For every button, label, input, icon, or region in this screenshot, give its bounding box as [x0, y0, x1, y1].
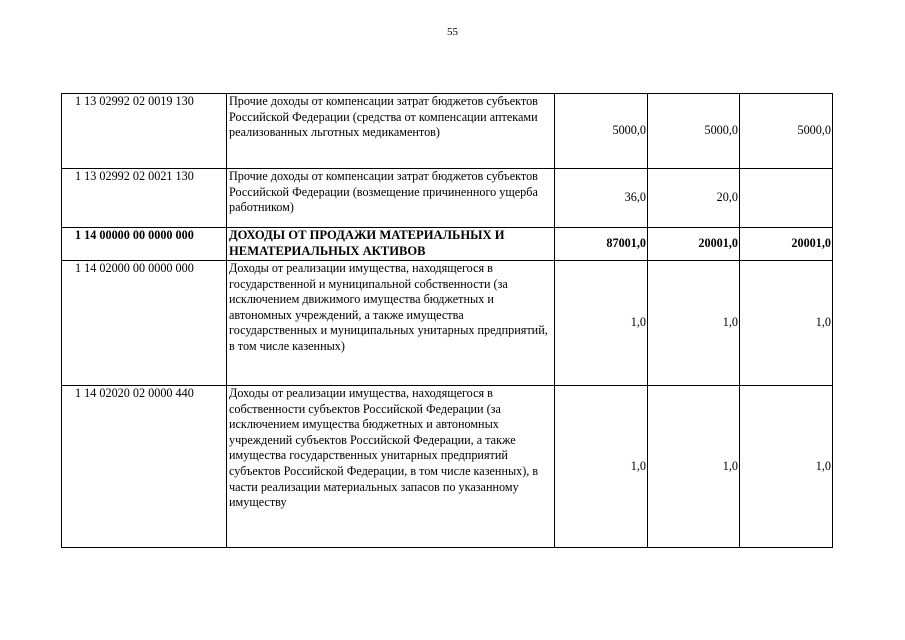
budget-revenue-table — [61, 93, 833, 548]
value-cell-1: 1,0 — [555, 386, 648, 548]
value-cell-2: 20001,0 — [648, 228, 740, 261]
value-cell-2: 1,0 — [648, 386, 740, 548]
value-cell-1: 87001,0 — [555, 228, 648, 261]
value-cell-2: 5000,0 — [648, 94, 740, 169]
budget-code-cell: 1 14 02020 02 0000 440 — [62, 386, 227, 548]
description-cell: Прочие доходы от компенсации затрат бюджетов субъектов Российской Федерации (возмещение причиненного ущерба работником) — [227, 169, 555, 228]
value-cell-3: 5000,0 — [740, 94, 833, 169]
description-cell: Доходы от реализации имущества, находящегося в собственности субъектов Российской Федерации (за исключением имущества бюджетных и автономных учреждений субъектов Российской Федерации, а также имущества государственных унитарных предприятий субъектов Российской Федерации, в том числе казенных), в части реализации материальных запасов по указанному имуществу — [227, 386, 555, 548]
budget-code-cell: 1 14 02000 00 0000 000 — [62, 261, 227, 386]
value-cell-3: 1,0 — [740, 386, 833, 548]
value-cell-1: 1,0 — [555, 261, 648, 386]
table-row-total — [62, 228, 833, 261]
table-row — [62, 169, 833, 228]
budget-code-cell: 1 13 02992 02 0021 130 — [62, 169, 227, 228]
value-cell-3 — [740, 169, 833, 228]
budget-code-cell: 1 13 02992 02 0019 130 — [62, 94, 227, 169]
page-number: 55 — [447, 26, 458, 38]
value-cell-3: 1,0 — [740, 261, 833, 386]
value-cell-3: 20001,0 — [740, 228, 833, 261]
description-cell: Доходы от реализации имущества, находящегося в государственной и муниципальной собственности (за исключением движимого имущества бюджетных и автономных учреждений, а также имущества государственных и муниципальных унитарных предприятий, в том числе казенных) — [227, 261, 555, 386]
value-cell-1: 5000,0 — [555, 94, 648, 169]
value-cell-2: 20,0 — [648, 169, 740, 228]
value-cell-1: 36,0 — [555, 169, 648, 228]
budget-code-cell: 1 14 00000 00 0000 000 — [62, 228, 227, 261]
description-cell: Прочие доходы от компенсации затрат бюджетов субъектов Российской Федерации (средства от компенсации аптеками реализованных льготных медикаментов) — [227, 94, 555, 169]
value-cell-2: 1,0 — [648, 261, 740, 386]
table-row — [62, 261, 833, 386]
table-row — [62, 386, 833, 548]
description-cell: ДОХОДЫ ОТ ПРОДАЖИ МАТЕРИАЛЬНЫХ И НЕМАТЕРИАЛЬНЫХ АКТИВОВ — [227, 228, 555, 261]
table-row — [62, 94, 833, 169]
